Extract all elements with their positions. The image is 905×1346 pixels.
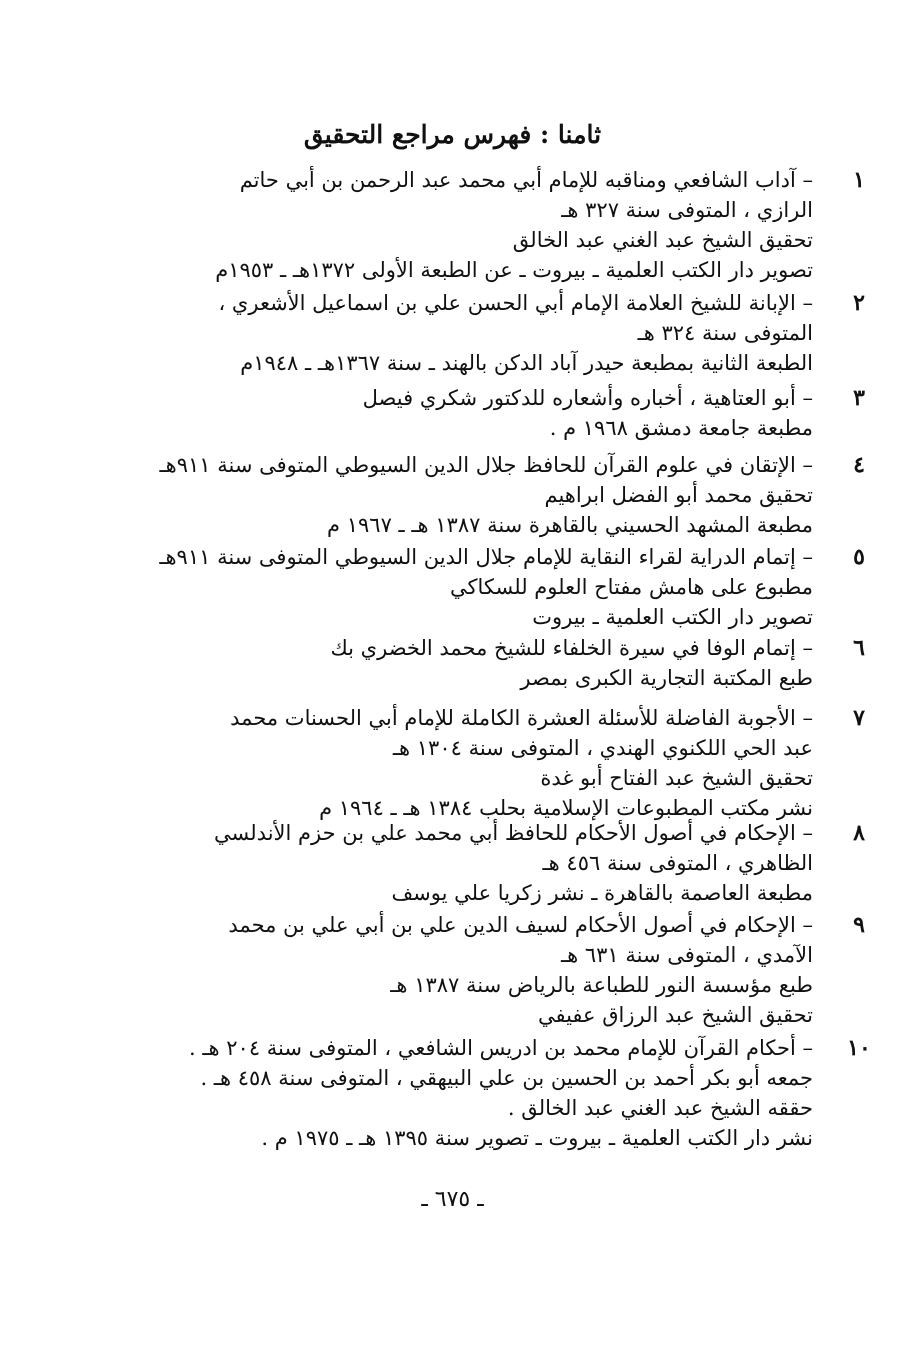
entry-line: – آداب الشافعي ومناقبه للإمام أبي محمد عبد الرحمن بن أبي حاتم [120,165,813,195]
entry-line: نشر دار الكتب العلمية ـ بيروت ـ تصوير سنة ١٣٩٥ هـ ـ ١٩٧٥ م . [261,1126,813,1150]
reference-entry-9 [120,910,865,1030]
reference-entry-10 [120,1033,871,1153]
entry-line: – الإتقان في علوم القرآن للحافظ جلال الدين السيوطي المتوفى سنة ٩١١هـ [120,450,813,480]
page-heading: ثامنا : فهرس مراجع التحقيق [303,120,602,149]
reference-entry-5 [120,542,865,632]
entry-line: – أحكام القرآن للإمام محمد بن ادريس الشافعي ، المتوفى سنة ٢٠٤ هـ . [120,1033,813,1063]
entry-line: المتوفى سنة ٣٢٤ هـ [637,321,813,345]
entry-line: نشر مكتب المطبوعات الإسلامية بحلب ١٣٨٤ هـ ـ ١٩٦٤ م [319,796,813,820]
entry-line: مطبعة العاصمة بالقاهرة ـ نشر زكريا علي يوسف [391,881,813,905]
entry-line: تحقيق الشيخ عبد الرزاق عفيفي [537,1003,813,1027]
entry-line: حققه الشيخ عبد الغني عبد الخالق . [507,1096,813,1120]
entry-number: ٩ [853,912,865,938]
entry-line: الآمدي ، المتوفى سنة ٦٣١ هـ [560,943,813,967]
reference-entry-4 [120,450,865,540]
entry-number: ١ [853,167,865,193]
entry-line: مطبعة المشهد الحسيني بالقاهرة سنة ١٣٨٧ هـ ـ ١٩٦٧ م [327,513,813,537]
reference-entry-8 [120,818,865,908]
entry-number: ٨ [853,820,865,846]
entry-number: ٣ [853,385,865,411]
entry-line: الظاهري ، المتوفى سنة ٤٥٦ هـ [542,851,813,875]
entry-line: تحقيق محمد أبو الفضل ابراهيم [544,483,813,507]
entry-number: ٦ [853,635,865,661]
entry-line: جمعه أبو بكر أحمد بن الحسين بن علي البيهقي ، المتوفى سنة ٤٥٨ هـ . [200,1066,813,1090]
entry-number: ٢ [853,290,865,316]
entry-line: تصوير دار الكتب العلمية ـ بيروت [532,605,813,629]
entry-line: – الإحكام في أصول الأحكام لسيف الدين علي بن أبي علي بن محمد [120,910,813,940]
reference-entry-3 [120,383,865,443]
entry-line: طبع المكتبة التجارية الكبرى بمصر [520,666,813,690]
entry-line: عبد الحي اللكنوي الهندي ، المتوفى سنة ١٣٠٤ هـ [392,736,813,760]
entry-number: ١٠ [847,1035,871,1061]
entry-line: مطبوع على هامش مفتاح العلوم للسكاكي [450,575,813,599]
reference-entry-2 [120,288,865,378]
entry-line: – الإبانة للشيخ العلامة الإمام أبي الحسن علي بن اسماعيل الأشعري ، [120,288,813,318]
reference-entry-6 [120,633,865,693]
reference-entry-1 [120,165,865,285]
entry-number: ٤ [853,452,865,478]
entry-line: الطبعة الثانية بمطبعة حيدر آباد الدكن بالهند ـ سنة ١٣٦٧هـ ـ ١٩٤٨م [240,351,813,375]
entry-line: الرازي ، المتوفى سنة ٣٢٧ هـ [561,198,813,222]
entry-line: تحقيق الشيخ عبد الفتاح أبو غدة [540,766,813,790]
entry-number: ٥ [853,544,865,570]
reference-entry-7 [120,703,865,823]
entry-line: – إتمام الدراية لقراء النقاية للإمام جلال الدين السيوطي المتوفى سنة ٩١١هـ [120,542,813,572]
entry-line: – الأجوبة الفاضلة للأسئلة العشرة الكاملة للإمام أبي الحسنات محمد [120,703,813,733]
entry-line: تحقيق الشيخ عبد الغني عبد الخالق [512,228,813,252]
entry-line: – أبو العتاهية ، أخباره وأشعاره للدكتور شكري فيصل [120,383,813,413]
entry-number: ٧ [853,705,865,731]
page-number: ـ ٦٧٥ ـ [421,1187,484,1212]
entry-line: – إتمام الوفا في سيرة الخلفاء للشيخ محمد الخضري بك [120,633,813,663]
entry-line: تصوير دار الكتب العلمية ـ بيروت ـ عن الطبعة الأولى ١٣٧٢هـ ـ ١٩٥٣م [215,258,813,282]
entry-line: مطبعة جامعة دمشق ١٩٦٨ م . [549,416,813,440]
entry-line: – الإحكام في أصول الأحكام للحافظ أبي محمد علي بن حزم الأندلسي [120,818,813,848]
entry-line: طبع مؤسسة النور للطباعة بالرياض سنة ١٣٨٧ هـ [390,973,813,997]
